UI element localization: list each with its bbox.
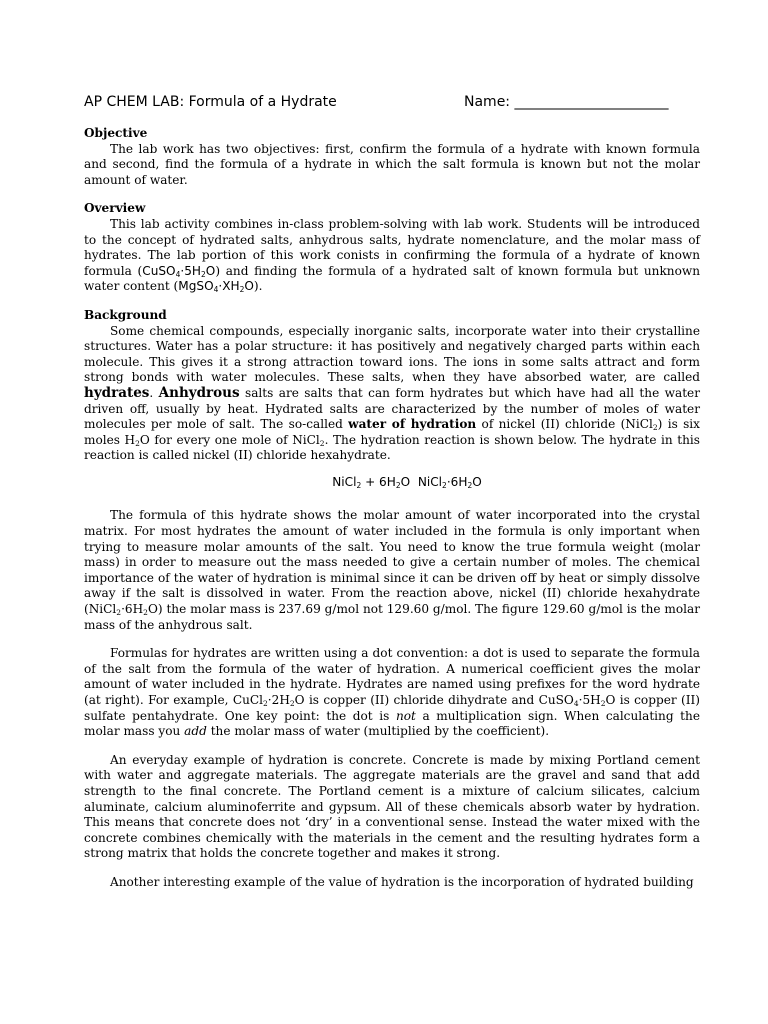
background-paragraph-5: Another interesting example of the value of hydration is the incorporation of hydrated building (110, 874, 694, 889)
background-paragraph-3: Formulas for hydrates are written using a dot convention: a dot is used to separate the formula of the salt from the formula of the water of hydration. A numerical coefficient gives the molar amount of water included in the hydrate. Hydrates are named using prefixes for the word hydrate (at right). For example, $CuCl_2\cdot 2H_2O$ is copper (II) chloride dihydrate and $CuSO_4\cdot 5H_2O$ is copper (II) sulfate pentahydrate. One key point: the dot is not a multiplication sign. When calculating the molar mass you add the molar mass of water (multiplied by the coefficient). (84, 646, 700, 739)
document-header (84, 92, 704, 112)
term-water-of-hydration: water of hydration (348, 417, 477, 432)
background-heading: Background (84, 307, 167, 322)
formula-magnesium-sulfate: $MgSO_4\cdot XH_2O$ (178, 279, 254, 295)
overview-paragraph: This lab activity combines in-class problem-solving with lab work. Students will be introduced to the concept of hydrated salts, anhydrous salts, hydrate nomenclature, and the molar mass of hydrates. The lab portion of this work conists in confirming the formula of a hydrate of known formula $(CuSO_4\cdot 5H_2O)$ and finding the formula of a hydrated salt of known formula but unknown water content $(MgSO_4\cdot XH_2O)$. (84, 216, 701, 295)
term-anhydrous: Anhydrous (158, 384, 240, 401)
document-title: AP CHEM LAB: Formula of a Hydrate (84, 94, 337, 110)
emphasis-add: add (184, 724, 207, 739)
document-body (84, 126, 700, 891)
overview-heading: Overview (84, 201, 146, 216)
background-paragraph-1: Some chemical compounds, especially inorganic salts, incorporate water into their crystalline structures. Water has a polar structure: it has positively and negatively charged parts within each molecule. This gives it a strong attraction toward ions. The ions in some salts attract and form strong bonds with water molecules. These salts, when they have absorbed water, are called hydrates. Anhydrous salts are salts that can form hydrates but which have had all the water driven off, usually by heat. Hydrated salts are characterized by the number of moles of water molecules per mole of salt. The so-called water of hydration of nickel (II) chloride (NiCl$_2$) is six moles $H_2O$ for every one mole of NiCl$_2$. The hydration reaction is shown below. The hydrate in this reaction is called nickel (II) chloride hexahydrate. (84, 323, 700, 463)
background-paragraph-2: The formula of this hydrate shows the molar amount of water incorporated into the crystal matrix. For most hydrates the amount of water included in the formula is only important when trying to measure molar amounts of the salt. You need to know the true formula weight (molar mass) in order to measure out the mass needed to give a certain number of moles. The chemical importance of the water of hydration is minimal since it can be driven off by heat or simply dissolve away if the salt is dissolved in water. From the reaction above, nickel (II) chloride hexahydrate $(NiCl_2\cdot 6H_2O)$ the molar mass is 237.69 g/mol not 129.60 g/mol. The figure 129.60 g/mol is the molar mass of the anhydrous salt. (84, 508, 700, 632)
objective-paragraph: The lab work has two objectives: first, confirm the formula of a hydrate with known formula and second, find the formula of a hydrate in which the salt formula is known but not the molar amount of water. (84, 141, 700, 187)
formula-copper-sulfate: $CuSO_4\cdot 5H_2O$ (142, 263, 216, 279)
hydration-equation: NiCl$_2$ + $6H_2O$ $NiCl_2\cdot 6H_2O$ (332, 474, 482, 490)
emphasis-not: not (395, 708, 416, 723)
objective-heading: Objective (84, 126, 148, 140)
name-field-label: Name: ______________________ (464, 94, 669, 110)
background-paragraph-4: An everyday example of hydration is concrete. Concrete is made by mixing Portland cement with water and aggregate materials. The aggregate materials are the gravel and sand that add strength to the final concrete. The Portland cement is a mixture of calcium silicates, calcium aluminate, calcium aluminoferrite and gypsum. All of these chemicals absorb water by hydration. This means that concrete does not ‘dry’ in a conventional sense. Instead the water mixed with the concrete combines chemically with the materials in the cement and the resulting hydrates form a strong matrix that holds the concrete together and makes it strong. (84, 752, 700, 861)
term-hydrates: hydrates (84, 384, 150, 401)
